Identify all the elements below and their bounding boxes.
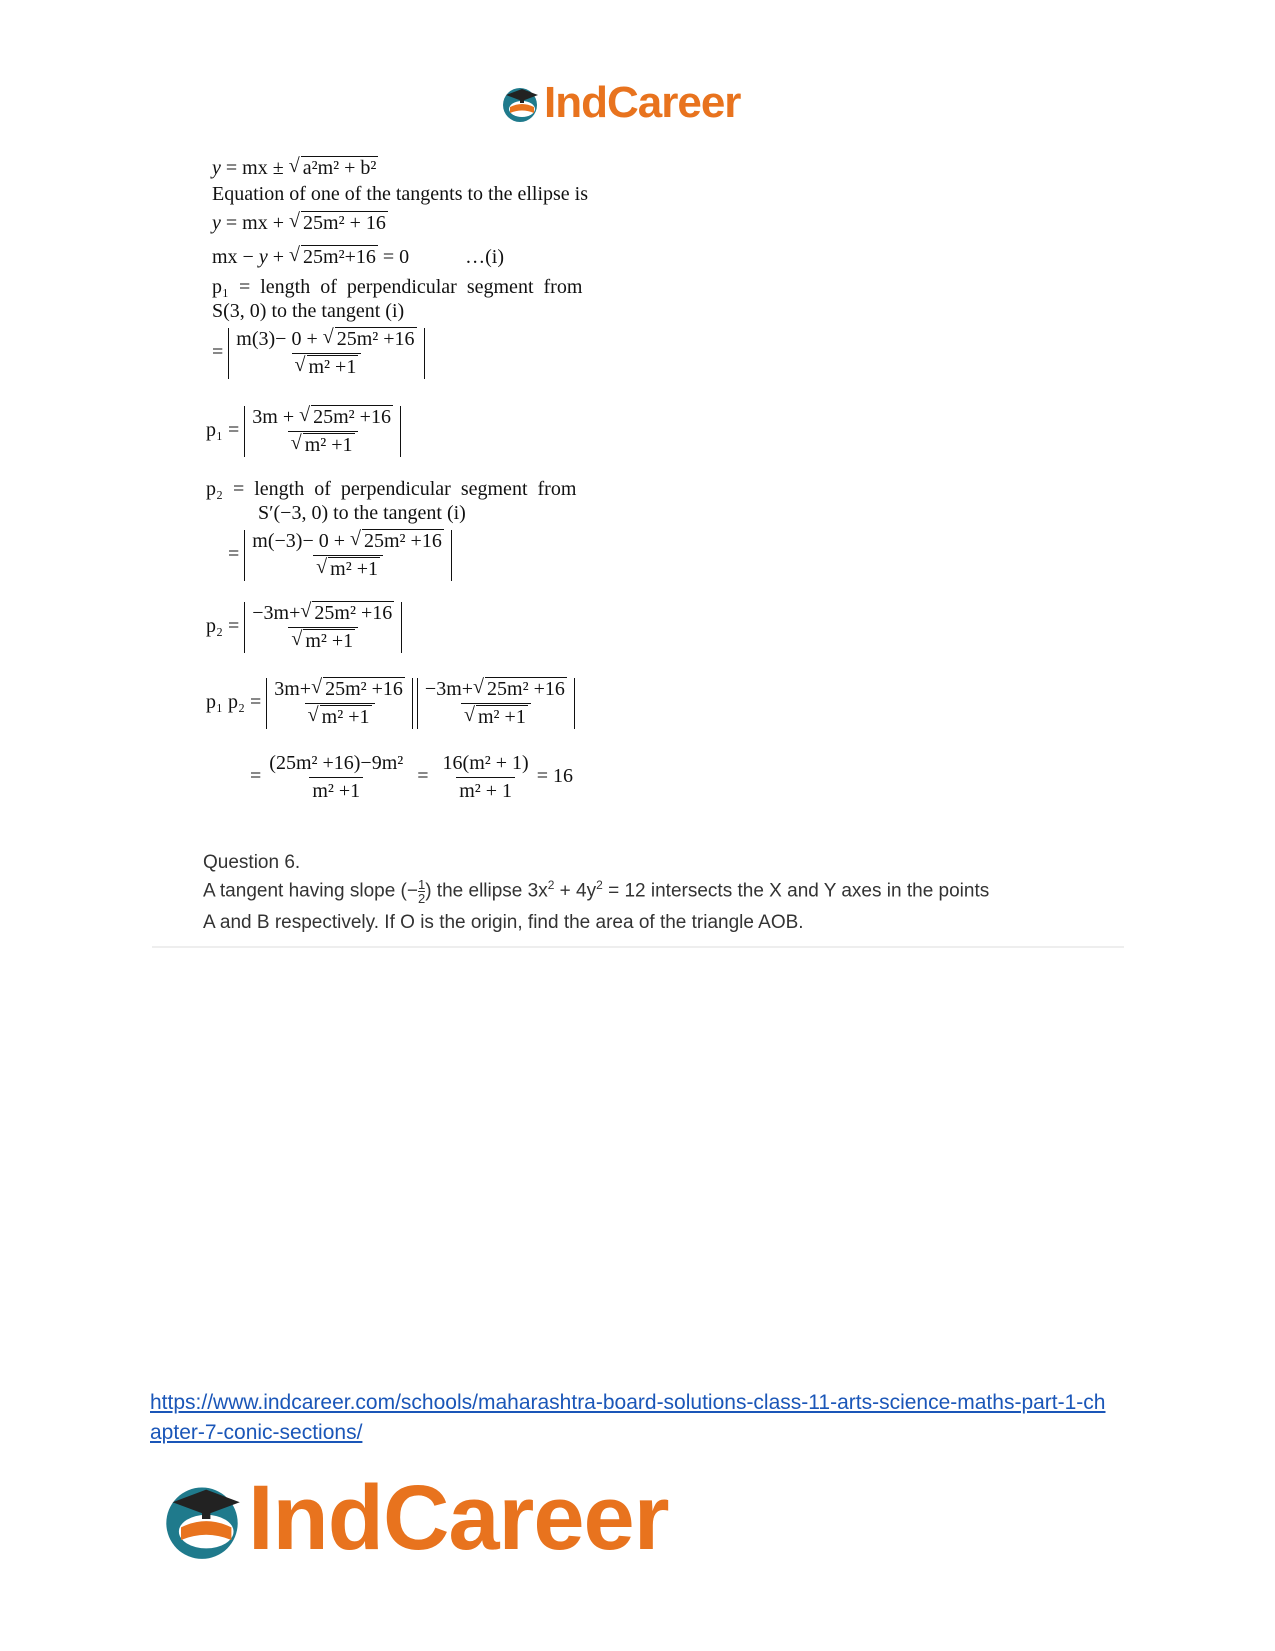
radicand: m² +1 [308,356,357,378]
numerator [422,678,570,703]
fraction [249,406,396,457]
radicand: 25m² + 16 [303,212,386,234]
denominator [288,627,358,653]
sqrt [473,678,567,701]
sqrt [295,356,359,379]
step-line-12 [206,602,402,653]
denominator: m² + 1 [456,777,515,803]
sqrt [291,630,355,653]
radicand: 25m² +16 [314,602,393,624]
radicand: m² +1 [321,706,370,728]
radicand: m² +1 [477,706,526,728]
header-logo [500,78,740,128]
step-line-10: S′(−3, 0) to the tangent (i) [258,502,466,524]
numerator [249,406,396,431]
num-text: −3m+ [424,678,474,700]
radicand: a²m² + b² [302,157,377,179]
numerator [249,530,447,555]
sqrt [289,246,378,269]
fraction [249,602,397,653]
num-text: m(−3)− 0 + [252,530,350,552]
numerator: 16(m² + 1) [442,752,529,774]
denominator [313,555,383,581]
lhs: p₂ = [206,615,240,638]
sqrt [308,706,372,729]
question-title: Question 6. [203,852,301,873]
numerator [233,328,419,353]
step-line-5: p₁ = length of perpendicular segment from [212,276,583,298]
expr: + [267,246,290,268]
sqrt [316,558,380,581]
sqrt [300,602,394,625]
denominator [288,431,358,457]
denominator [305,703,375,729]
equals: = [417,765,429,788]
expr: = 0 [377,246,410,268]
equation-tag: …(i) [465,246,505,268]
step-line-11 [228,530,452,581]
radicand: m² +1 [330,558,378,580]
var-y: y [212,157,221,179]
sqrt [464,706,528,729]
var-y: y [212,212,221,234]
step-line-4 [212,246,504,269]
sqrt [323,328,417,351]
step-line-3 [212,212,388,235]
radicand: 25m²+16 [303,246,376,268]
step-line-9: p₂ = length of perpendicular segment from [206,478,577,500]
equals: = [228,543,240,566]
question-text: ) the ellipse 3x [425,880,548,902]
radicand: 25m² +16 [313,406,391,428]
denominator: 2 [417,891,426,906]
fraction [233,328,419,379]
radicand: 25m² +16 [336,328,415,350]
radicand: m² +1 [304,434,353,456]
lhs: p₁ = [206,419,240,442]
absolute-value [244,530,452,581]
absolute-value [417,678,575,729]
absolute-value [266,678,413,729]
fraction [266,752,406,803]
expr: = mx ± [220,157,289,179]
sqrt [299,406,393,429]
expr: mx − [212,246,259,268]
question-text: + 4y [554,880,597,902]
numerator: 1 [417,877,426,892]
logo-text: IndCareer [544,78,741,127]
absolute-value [244,602,402,653]
exponent: 2 [596,878,603,893]
denominator [461,703,531,729]
denominator [292,353,362,379]
exponent: 2 [547,878,555,893]
denominator: m² +1 [309,777,363,803]
question-line-2: A and B respectively. If O is the origin, find the area of the triangle AOB. [203,912,804,933]
numerator [249,602,397,627]
equals: = [250,765,262,788]
var-y: y [258,246,268,268]
numerator [271,678,408,703]
sqrt [350,530,444,553]
num-text: m(3)− 0 + [236,328,323,350]
absolute-value [244,406,401,457]
step-line-6: S(3, 0) to the tangent (i) [212,300,405,322]
question-text: A tangent having slope (− [203,880,418,902]
step-line-2: Equation of one of the tangents to the ellipse is [212,183,589,205]
radicand: 25m² +16 [364,530,442,552]
radicand: 25m² +16 [325,678,403,700]
radicand: m² +1 [305,630,354,652]
absolute-value [228,328,424,379]
numerator: (25m² +16)−9m² [269,752,404,774]
result: = 16 [536,765,573,788]
step-line-7 [212,328,425,379]
fraction [249,530,447,581]
step-line-14 [250,752,573,803]
footer-logo [160,1466,669,1571]
sqrt [289,212,388,235]
question-line-1 [203,878,989,905]
step-line-13 [206,678,575,729]
fraction [271,678,408,729]
sqrt [311,678,405,701]
logo-text: IndCareer [248,1467,669,1569]
sqrt [291,434,355,457]
graduation-book-icon [500,83,540,123]
source-link[interactable]: https://www.indcareer.com/schools/maharashtra-board-solutions-class-11-arts-science-maths-part-1-chapter-7-conic-sections/ [150,1391,1106,1444]
expr: = mx + [220,212,290,234]
question-text: = 12 intersects the X and Y axes in the points [602,880,990,902]
radicand: 25m² +16 [487,678,565,700]
lhs: p₁ p₂ = [206,691,262,714]
fraction [422,678,570,729]
fraction [440,752,532,803]
num-text: 3m+ [274,678,312,700]
sqrt [289,157,379,180]
step-line-8 [206,406,401,457]
graduation-book-icon [160,1477,244,1561]
num-text: 3m + [252,406,300,428]
equals: = [212,341,224,364]
step-line-1 [212,157,378,180]
num-text: −3m+ [252,602,301,624]
